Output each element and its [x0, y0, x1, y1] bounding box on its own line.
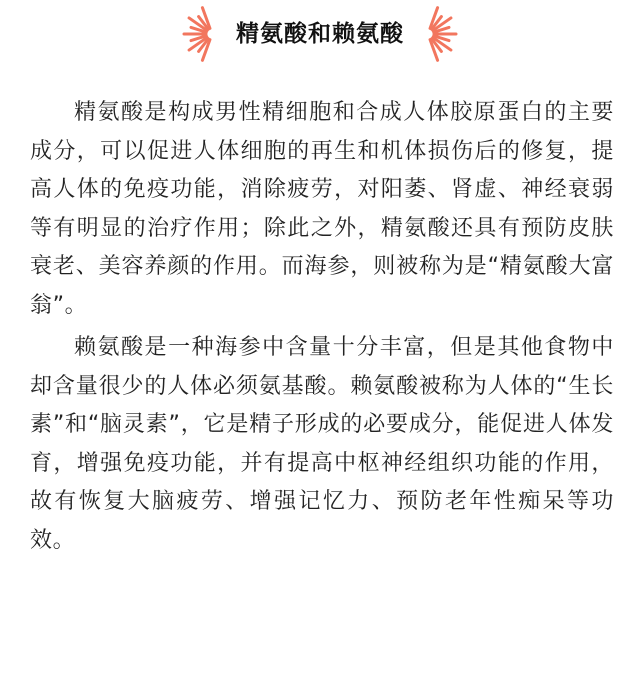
section-heading — [0, 0, 640, 86]
paragraph-arginine: 精氨酸是构成男性精细胞和合成人体胶原蛋白的主要成分，可以促进人体细胞的再生和机体损伤后的修复，提高人体的免疫功能，消除疲劳，对阳萎、肾虚、神经衰弱等有明显的治疗作用；除此之外，精氨酸还具有预防皮肤衰老、美容养颜的作用。而海参，则被称为是“精氨酸大富翁”。 — [30, 100, 614, 318]
paragraph-lysine: 赖氨酸是一种海参中含量十分丰富，但是其他食物中却含量很少的人体必须氨基酸。赖氨酸被称为人体的“生长素”和“脑灵素”，它是精子形成的必要成分，能促进人体发育，增强免疫功能，并有提高中枢神经组织功能的作用，故有恢复大脑疲劳、增强记忆力、预防老年性痴呆等功效。 — [30, 335, 614, 553]
sunburst-icon — [420, 4, 480, 64]
article-body — [30, 94, 614, 560]
heading-title: 精氨酸和赖氨酸 — [236, 21, 404, 47]
